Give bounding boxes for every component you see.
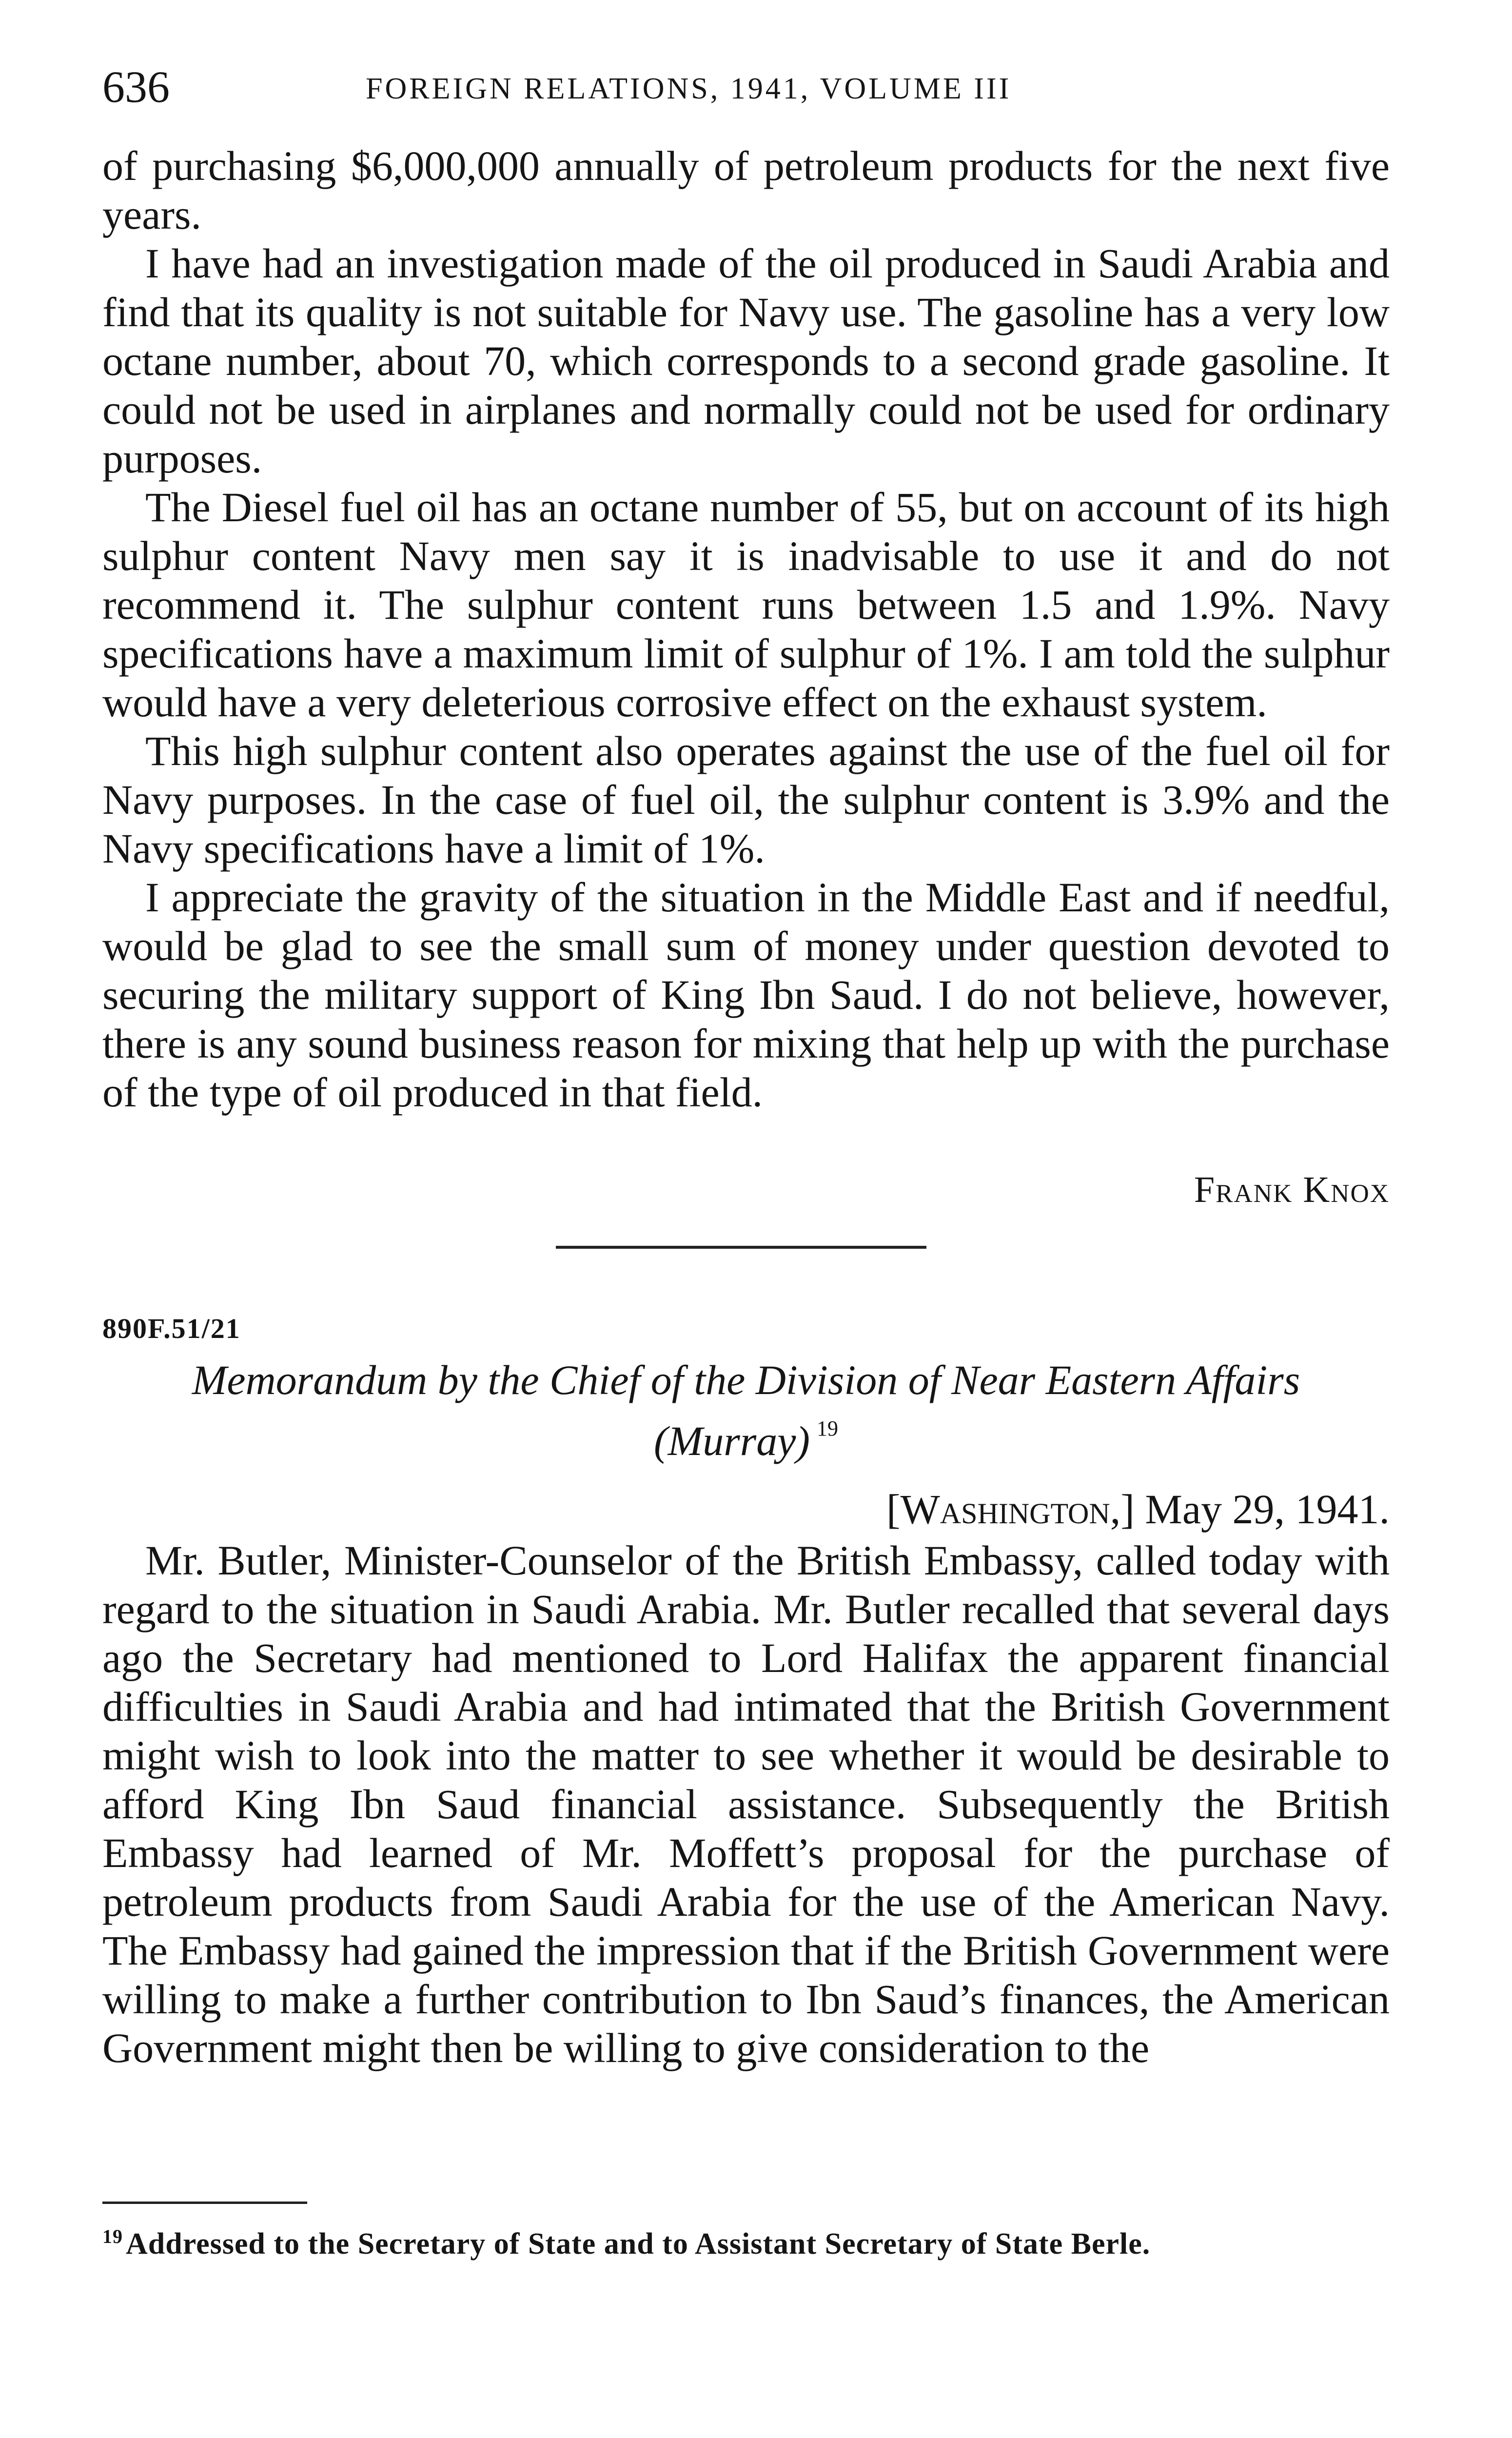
letter-paragraph: I appreciate the gravity of the situation in the Middle East and if needful, would be glad to see the small sum of money under question devoted to securing the military support of King Ibn Saud. I do not believe, however, there is any sound business reason for mixing that help up with the purchase of the type of oil produced in that field. — [102, 874, 1390, 1116]
footnote-reference: 19 — [817, 1416, 839, 1440]
letter-paragraph: The Diesel fuel oil has an octane number of 55, but on account of its high sulphur content Navy men say it is inadvisable to use it and do not recommend it. The sulphur content runs between 1.5 and 1.9%. Navy specifications have a maximum limit of sulphur of 1%. I am told the sulphur would have a very deleterious corrosive effect on the exhaust system. — [102, 484, 1390, 726]
memo-body — [102, 1536, 1390, 2072]
dateline-date: May 29, 1941. — [1145, 1486, 1390, 1533]
letter-paragraph: of purchasing $6,000,000 annually of petroleum products for the next five years. — [102, 142, 1390, 238]
memo-title-text: Memorandum by the Chief of the Division of Near Eastern Affairs (Murray) — [192, 1357, 1300, 1464]
document-id: 890F.51/21 — [102, 1313, 241, 1344]
letter-paragraph: I have had an investigation made of the oil produced in Saudi Arabia and find that its quality is not suitable for Navy use. The gasoline has a very low octane number, about 70, which corresponds to a second grade gasoline. It could not be used in airplanes and normally could not be used for ordinary purposes. — [102, 240, 1390, 482]
dateline-place: [Washington,] — [886, 1486, 1135, 1533]
dateline — [102, 1485, 1390, 1534]
footnote-divider — [102, 2202, 307, 2204]
signature: Frank Knox — [1194, 1169, 1390, 1210]
page-header — [102, 58, 1394, 116]
footnote-text: Addressed to the Secretary of State and to Assistant Secretary of State Berle. — [126, 2227, 1151, 2261]
memo-title — [102, 1356, 1390, 1465]
page-number: 636 — [102, 62, 170, 112]
memo-paragraph: Mr. Butler, Minister-Counselor of the British Embassy, called today with regard to the situation in Saudi Arabia. Mr. Butler recalled that several days ago the Secretary had mentioned to Lord Halifax the apparent financial difficulties in Saudi Arabia and had intimated that the British Government might wish to look into the matter to see whether it would be desirable to afford King Ibn Saud financial assistance. Subsequently the British Embassy had learned of Mr. Moffett’s proposal for the purchase of petroleum products from Saudi Arabia for the use of the American Navy. The Embassy had gained the impression that if the British Government were willing to make a further contribution to Ibn Saud’s finances, the American Government might then be willing to give consideration to the — [102, 1537, 1390, 2071]
section-divider — [556, 1246, 926, 1249]
letter-body — [102, 141, 1390, 1117]
footnote-number: 19 — [102, 2225, 123, 2247]
letter-paragraph: This high sulphur content also operates against the use of the fuel oil for Navy purposes. In the case of fuel oil, the sulphur content is 3.9% and the Navy specifications have a limit of 1%. — [102, 727, 1390, 872]
running-head: FOREIGN RELATIONS, 1941, VOLUME III — [366, 72, 1012, 105]
footnote — [102, 2216, 1390, 2264]
